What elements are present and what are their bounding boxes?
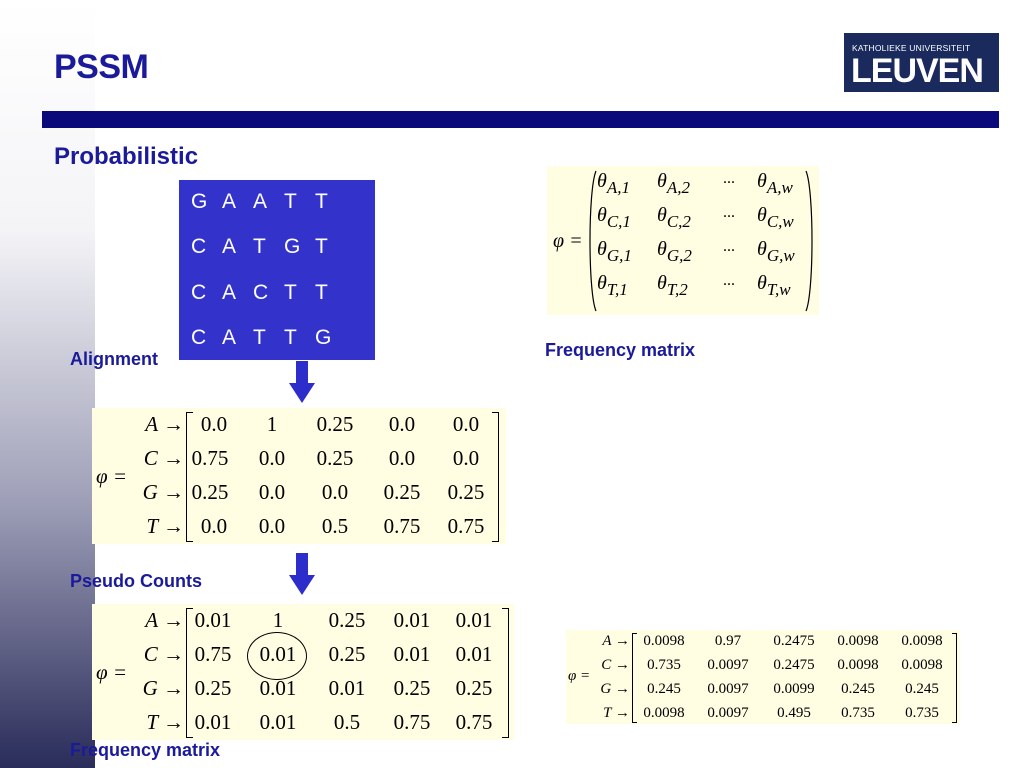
- matrix-cell: 0.5: [321, 514, 349, 538]
- matrix-cell: 0.25: [328, 642, 366, 666]
- alignment-base: G: [191, 190, 208, 213]
- theta-entry: $\theta_{G,1}$: [597, 238, 632, 265]
- matrix-cell: 0.2475: [773, 657, 815, 673]
- phi-symbol: φ =: [96, 464, 128, 488]
- alignment-base: T: [315, 190, 328, 213]
- theta-entry: $\theta_{T,1}$: [597, 272, 628, 299]
- row-label: A →: [145, 608, 184, 632]
- matrix-cell: 0.245: [647, 681, 681, 697]
- alignment-base: T: [253, 235, 266, 258]
- alignment-base: T: [284, 326, 297, 349]
- matrix-cell: 0.01: [194, 710, 232, 734]
- ellipsis: ...: [723, 272, 735, 289]
- alignment-base: A: [222, 281, 237, 304]
- matrix-cell: 0.0098: [837, 633, 879, 649]
- ellipsis: ...: [723, 204, 735, 221]
- slide-subtitle: Probabilistic: [54, 143, 199, 170]
- matrix-cell: 0.01: [259, 676, 297, 700]
- alignment-base: T: [284, 281, 297, 304]
- matrix-cell: 0.25: [191, 480, 229, 504]
- alignment-row: [191, 281, 346, 305]
- matrix-cell: 0.25: [316, 412, 354, 436]
- row-label: C →: [143, 446, 184, 470]
- alignment-base: G: [284, 235, 301, 258]
- matrix-cell: 0.735: [647, 657, 681, 673]
- alignment-base: A: [222, 235, 237, 258]
- theta-entry: $\theta_{T,w}$: [757, 272, 791, 299]
- logo-main-text: LEUVEN: [851, 52, 983, 90]
- ellipsis: ...: [723, 238, 735, 255]
- university-logo: [844, 33, 999, 92]
- alignment-base: A: [222, 190, 237, 213]
- matrix-cell: 0.01: [455, 642, 493, 666]
- matrix-cell: 0.0098: [643, 705, 685, 721]
- theta-entry: $\theta_{G,w}$: [757, 238, 795, 265]
- matrix-cell: 0.01: [455, 608, 493, 632]
- matrix-cell: 0.0097: [707, 657, 749, 673]
- theta-entry: $\theta_{A,2}$: [657, 170, 690, 197]
- alignment-row: [191, 190, 346, 214]
- row-label: C →: [601, 657, 630, 673]
- matrix-cell: 0.25: [455, 676, 493, 700]
- matrix-cell: 0.75: [194, 642, 232, 666]
- row-label: A →: [145, 412, 184, 436]
- row-label: T →: [603, 705, 630, 721]
- alignment-base: A: [222, 326, 237, 349]
- right-bracket: [952, 633, 957, 723]
- alignment-base: C: [253, 281, 269, 304]
- logo-top-text: KATHOLIEKE UNIVERSITEIT: [852, 43, 971, 53]
- count-frequency-matrix: [92, 408, 506, 544]
- theta-entry: $\theta_{A,w}$: [757, 170, 793, 197]
- matrix-cell: 0.25: [328, 608, 366, 632]
- matrix-cell: 0.01: [393, 642, 431, 666]
- matrix-cell: 0.0: [258, 480, 286, 504]
- alignment-base: C: [191, 235, 207, 258]
- matrix-cell: 0.75: [455, 710, 493, 734]
- title-rule: [42, 111, 999, 128]
- alignment-base: T: [253, 326, 266, 349]
- matrix-cell: 0.0099: [773, 681, 815, 697]
- theta-entry: $\theta_{C,1}$: [597, 204, 631, 231]
- matrix-cell: 0.01: [259, 710, 297, 734]
- matrix-cell: 0.0097: [707, 705, 749, 721]
- theta-entry: $\theta_{C,2}$: [657, 204, 691, 231]
- row-label: T →: [146, 710, 184, 734]
- pseudo-counts-label: Pseudo Counts: [70, 571, 203, 591]
- matrix-cell: 0.97: [714, 633, 742, 649]
- matrix-cell: 0.75: [191, 446, 229, 470]
- alignment-base: G: [315, 326, 332, 349]
- matrix-cell: 0.0: [388, 412, 416, 436]
- alignment-row: [191, 235, 346, 259]
- alignment-label: Alignment: [70, 349, 158, 369]
- symbolic-frequency-matrix: [547, 166, 819, 315]
- matrix-cell: 1: [272, 608, 284, 632]
- normalized-frequency-matrix: [566, 630, 960, 724]
- ellipsis: ...: [723, 170, 735, 187]
- row-label: A →: [602, 633, 630, 649]
- matrix-cell: 0.0098: [901, 657, 943, 673]
- matrix-cell: 0.01: [194, 608, 232, 632]
- theta-entry: $\theta_{A,1}$: [597, 170, 630, 197]
- alignment-base: T: [315, 235, 328, 258]
- frequency-matrix-label-bottom: Frequency matrix: [70, 740, 221, 760]
- matrix-cell: 0.25: [316, 446, 354, 470]
- pseudo-count-matrix: [92, 604, 514, 740]
- matrix-cell: 0.01: [328, 676, 366, 700]
- down-arrow-icon: [289, 553, 315, 595]
- matrix-cell: 0.2475: [773, 633, 815, 649]
- matrix-cell: 0.25: [194, 676, 232, 700]
- matrix-cell: 0.01: [259, 642, 297, 666]
- matrix-cell: 0.75: [393, 710, 431, 734]
- row-label: G →: [142, 480, 184, 504]
- row-label: G →: [600, 681, 630, 697]
- matrix-cell: 0.0: [258, 514, 286, 538]
- matrix-cell: 0.25: [393, 676, 431, 700]
- matrix-cell: 0.0: [321, 480, 349, 504]
- phi-symbol: φ =: [568, 668, 591, 684]
- alignment-box: [179, 180, 375, 360]
- alignment-base: T: [315, 281, 328, 304]
- row-label: C →: [143, 642, 184, 666]
- down-arrow-icon: [289, 361, 315, 403]
- matrix-cell: 0.0: [200, 412, 228, 436]
- matrix-cell: 0.0: [258, 446, 286, 470]
- alignment-base: T: [284, 190, 297, 213]
- matrix-cell: 0.25: [447, 480, 485, 504]
- matrix-cell: 0.495: [777, 705, 811, 721]
- alignment-base: A: [253, 190, 268, 213]
- matrix-cell: 0.0: [452, 446, 480, 470]
- highlight-circle: [247, 632, 307, 680]
- alignment-row: [191, 326, 346, 350]
- matrix-cell: 0.735: [905, 705, 939, 721]
- alignment-base: C: [191, 326, 207, 349]
- matrix-cell: 0.0097: [707, 681, 749, 697]
- slide-title: PSSM: [54, 48, 149, 86]
- phi-symbol: φ =: [96, 660, 128, 684]
- theta-entry: $\theta_{C,w}$: [757, 204, 794, 231]
- matrix-cell: 0.0098: [837, 657, 879, 673]
- matrix-cell: 0.0098: [643, 633, 685, 649]
- alignment-base: C: [191, 281, 207, 304]
- matrix-cell: 0.01: [393, 608, 431, 632]
- row-label: T →: [146, 514, 184, 538]
- matrix-cell: 0.0: [200, 514, 228, 538]
- matrix-cell: 1: [266, 412, 278, 436]
- frequency-matrix-label-top: Frequency matrix: [545, 340, 696, 360]
- matrix-cell: 0.0: [452, 412, 480, 436]
- matrix-cell: 0.735: [841, 705, 875, 721]
- row-label: G →: [142, 676, 184, 700]
- right-paren: [805, 170, 817, 312]
- matrix-cell: 0.75: [447, 514, 485, 538]
- matrix-cell: 0.0098: [901, 633, 943, 649]
- theta-entry: $\theta_{T,2}$: [657, 272, 688, 299]
- matrix-cell: 0.25: [383, 480, 421, 504]
- matrix-cell: 0.245: [841, 681, 875, 697]
- matrix-cell: 0.245: [905, 681, 939, 697]
- theta-entry: $\theta_{G,2}$: [657, 238, 692, 265]
- matrix-cell: 0.0: [388, 446, 416, 470]
- left-paren: [585, 170, 597, 312]
- matrix-cell: 0.5: [333, 710, 361, 734]
- phi-symbol: φ =: [553, 230, 583, 252]
- matrix-cell: 0.75: [383, 514, 421, 538]
